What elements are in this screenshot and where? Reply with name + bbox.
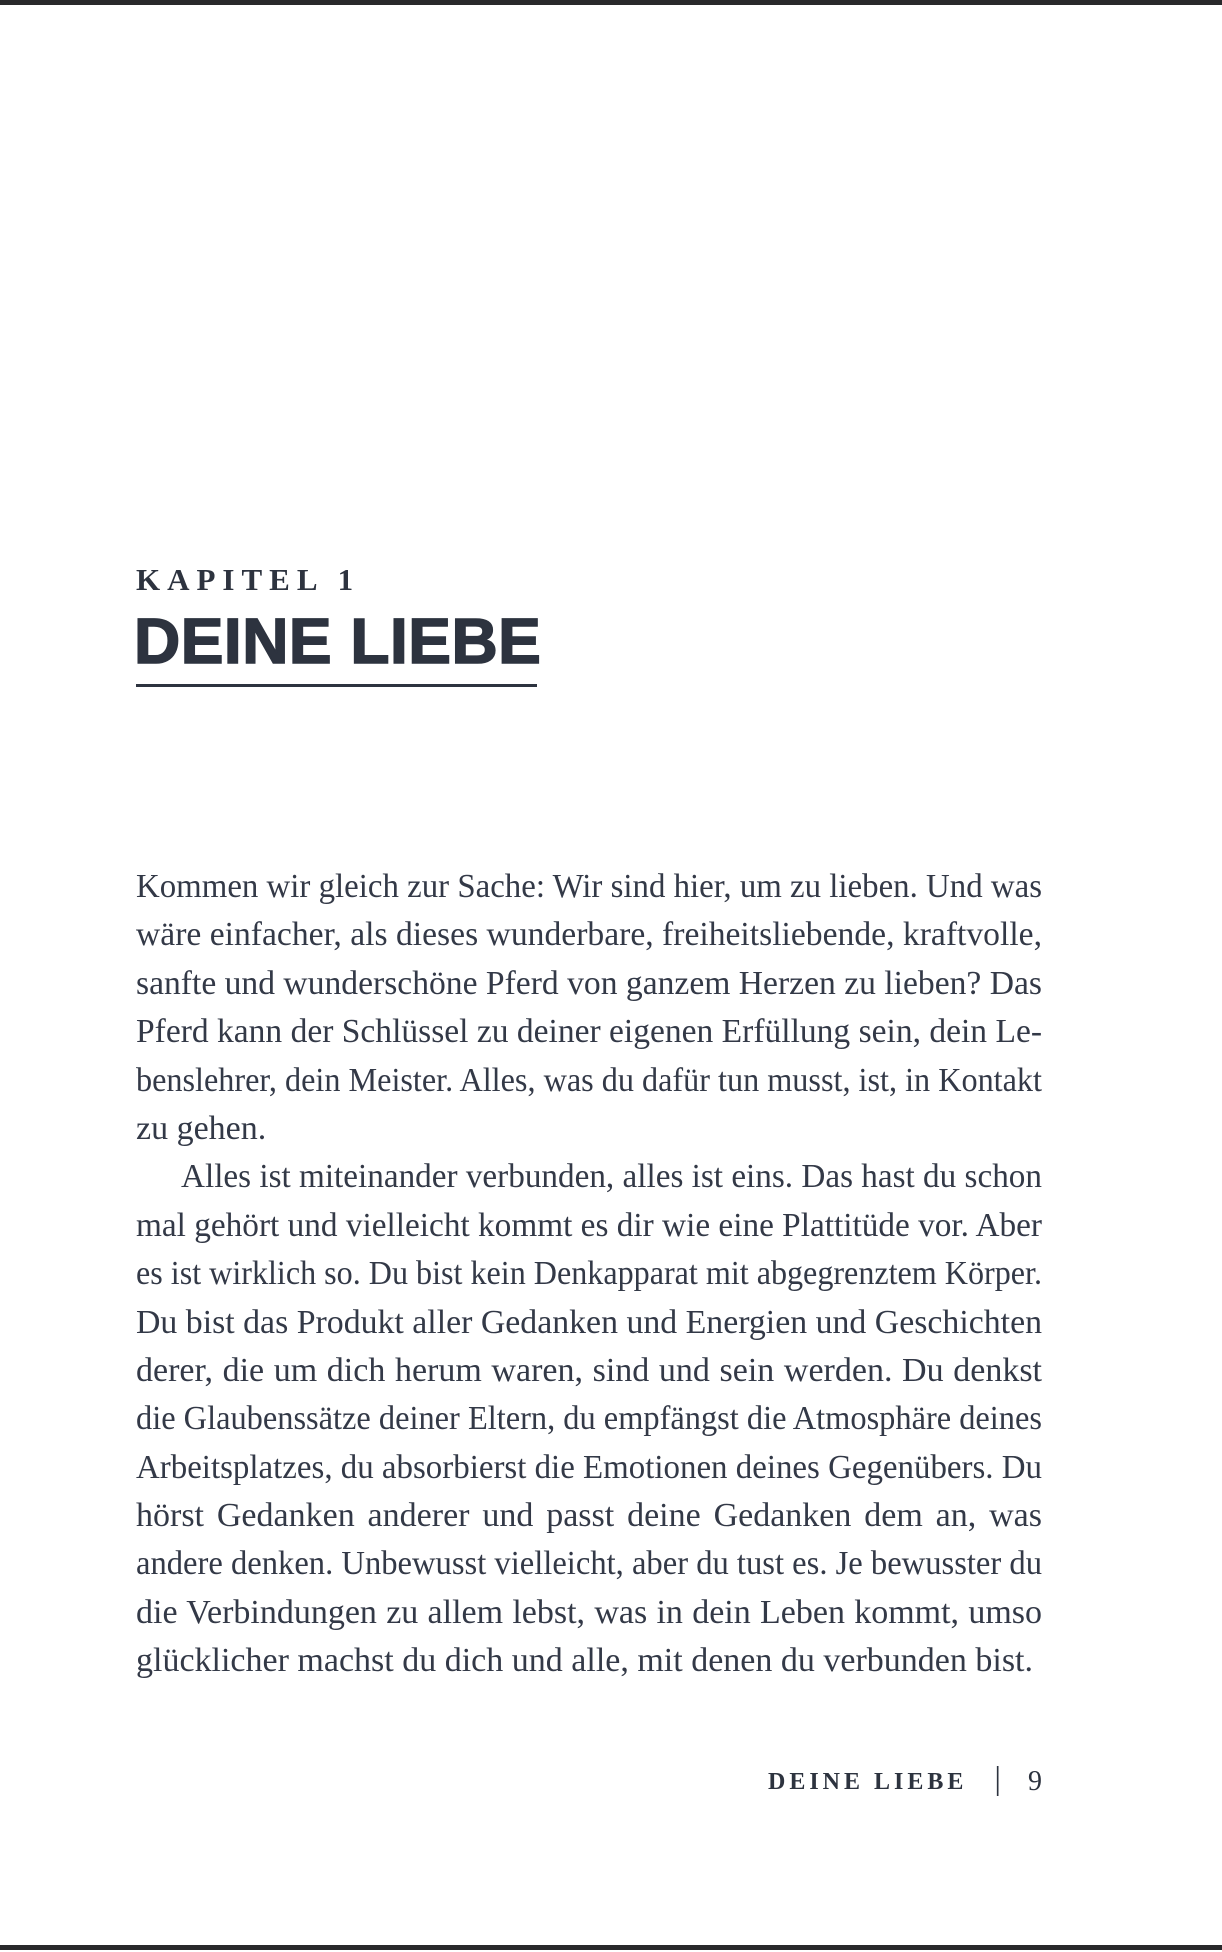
chapter-kicker: KAPITEL 1	[136, 562, 361, 597]
body-line: Arbeitsplatzes, du absorbierst die Emotionen deines Gegenübers. Du	[136, 1448, 1042, 1486]
body-line: glücklicher machst du dich und alle, mit denen du verbunden bist.	[136, 1642, 1033, 1680]
title-underline	[136, 684, 537, 687]
body-line: die Glaubenssätze deiner Eltern, du empfängst die Atmosphäre deines	[136, 1400, 1042, 1438]
running-title: DEINE LIEBE	[768, 1768, 968, 1795]
bottom-edge-bar	[0, 1945, 1222, 1950]
body-line: Du bist das Produkt aller Gedanken und Energien und Geschichten	[136, 1303, 1042, 1341]
body-line: wäre einfacher, als dieses wunderbare, freiheitsliebende, kraftvolle,	[136, 916, 1042, 954]
body-line: Kommen wir gleich zur Sache: Wir sind hier, um zu lieben. Und was	[136, 868, 1042, 905]
footer-divider: |	[994, 1761, 1001, 1797]
body-line: sanfte und wunderschöne Pferd von ganzem Herzen zu lieben? Das	[136, 964, 1042, 1002]
body-line: hörst Gedanken anderer und passt deine Gedanken dem an, was	[136, 1497, 1042, 1535]
body-line: andere denken. Unbewusst vielleicht, aber du tust es. Je bewusster du	[136, 1545, 1042, 1583]
page-footer	[768, 1761, 1042, 1798]
body-line: Alles ist miteinander verbunden, alles ist eins. Das hast du schon	[181, 1158, 1042, 1196]
chapter-title: DEINE LIEBE	[134, 605, 542, 677]
body-line: es ist wirklich so. Du bist kein Denkapparat mit abgegrenztem Körper.	[136, 1255, 1042, 1293]
body-line: die Verbindungen zu allem lebst, was in dein Leben kommt, umso	[136, 1593, 1042, 1631]
body-line: derer, die um dich herum waren, sind und sein werden. Du denkst	[136, 1351, 1042, 1389]
page-number: 9	[1028, 1765, 1042, 1797]
body-text	[136, 863, 1042, 1686]
body-line: zu gehen.	[136, 1109, 267, 1147]
body-line: benslehrer, dein Meister. Alles, was du dafür tun musst, ist, in Kontakt	[136, 1061, 1042, 1099]
body-line: Pferd kann der Schlüssel zu deiner eigenen Erfüllung sein, dein Le-	[136, 1013, 1042, 1051]
body-line: mal gehört und vielleicht kommt es dir wie eine Plattitüde vor. Aber	[136, 1206, 1042, 1244]
top-edge-bar	[0, 0, 1222, 5]
